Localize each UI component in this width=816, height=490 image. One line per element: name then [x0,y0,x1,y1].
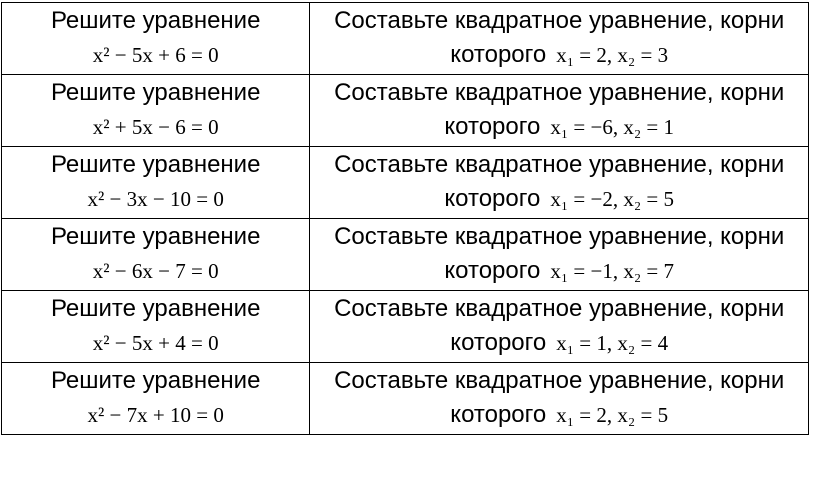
compose-equation-cell [310,219,809,291]
roots: x₁ = −6, x₂ = 1 [550,115,674,139]
compose-equation-title: Составьте квадратное уравнение, корни [334,367,785,394]
compose-equation-word: которого [450,329,547,356]
solve-equation-cell [2,75,310,147]
roots: x₁ = −1, x₂ = 7 [550,259,674,283]
solve-equation-cell [2,219,310,291]
solve-equation-title: Решите уравнение [50,79,261,106]
solve-equation-title: Решите уравнение [50,367,261,394]
compose-equation-cell [310,291,809,363]
roots: x₁ = 2, x₂ = 3 [556,43,669,67]
solve-equation-title: Решите уравнение [50,151,261,178]
equation: x² + 5x − 6 = 0 [92,115,219,139]
compose-equation-title: Составьте квадратное уравнение, корни [334,223,785,250]
equation: x² − 5x + 4 = 0 [92,331,219,355]
table-row [2,219,809,291]
roots: x₁ = 1, x₂ = 4 [556,331,669,355]
compose-equation-title: Составьте квадратное уравнение, корни [334,151,785,178]
compose-equation-cell [310,147,809,219]
solve-equation-cell [2,3,310,75]
compose-equation-title: Составьте квадратное уравнение, корни [334,295,785,322]
solve-equation-title: Решите уравнение [50,295,261,322]
task-table [1,2,809,435]
compose-equation-title: Составьте квадратное уравнение, корни [334,79,785,106]
table-row [2,291,809,363]
compose-equation-cell [310,3,809,75]
compose-equation-word: которого [450,41,547,68]
table-row [2,147,809,219]
compose-equation-roots-line [310,400,808,430]
equation: x² − 6x − 7 = 0 [92,259,219,283]
solve-equation-title: Решите уравнение [50,7,261,34]
table-row [2,3,809,75]
compose-equation-roots-line [310,184,808,214]
compose-equation-roots-line [310,256,808,286]
compose-equation-word: которого [444,185,541,212]
solve-equation-cell [2,147,310,219]
compose-equation-roots-line [310,112,808,142]
solve-equation-cell [2,291,310,363]
solve-equation-cell [2,363,310,435]
table-row [2,75,809,147]
compose-equation-cell [310,75,809,147]
task-table-body [2,3,809,435]
equation: x² − 3x − 10 = 0 [87,187,224,211]
roots: x₁ = 2, x₂ = 5 [556,403,669,427]
compose-equation-roots-line [310,328,808,358]
roots: x₁ = −2, x₂ = 5 [550,187,674,211]
compose-equation-word: которого [444,113,541,140]
solve-equation-title: Решите уравнение [50,223,261,250]
equation: x² − 7x + 10 = 0 [87,403,224,427]
equation: x² − 5x + 6 = 0 [92,43,219,67]
table-row [2,363,809,435]
compose-equation-cell [310,363,809,435]
compose-equation-word: которого [444,257,541,284]
compose-equation-word: которого [450,401,547,428]
compose-equation-roots-line [310,40,808,70]
compose-equation-title: Составьте квадратное уравнение, корни [334,7,785,34]
